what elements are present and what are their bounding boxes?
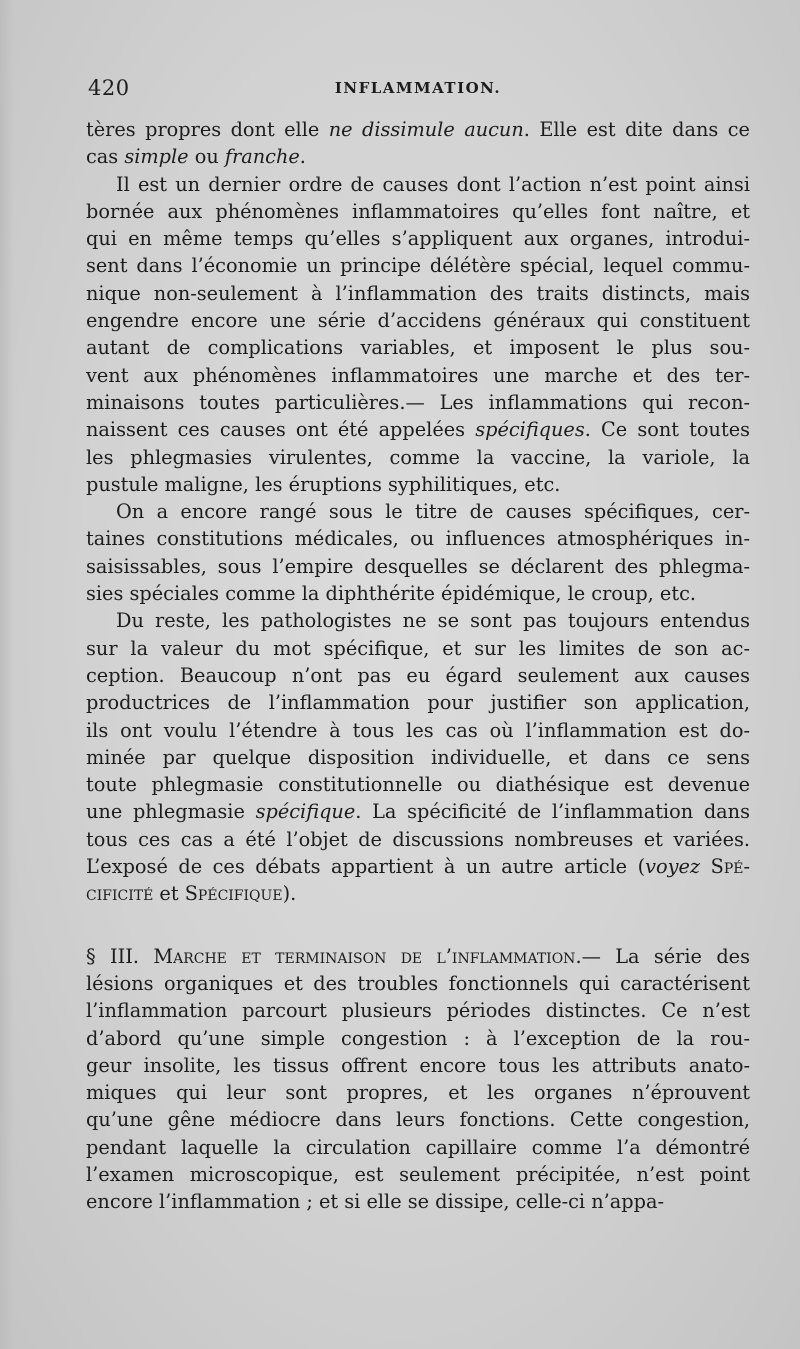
text-line: Il est un dernier ordre de causes dont l’action n’est point ainsi bbox=[116, 172, 750, 196]
text-line: qu’une gêne médiocre dans leurs fonctions. Cette congestion, bbox=[86, 1108, 750, 1132]
text-line: une phlegmasie spécifique. La spécificité de l’inflammation dans bbox=[86, 800, 750, 824]
text-line: d’abord qu’une simple congestion : à l’exception de la rou- bbox=[86, 1026, 750, 1050]
small-caps-term: Spécifique bbox=[184, 882, 283, 906]
section-gap bbox=[86, 908, 750, 943]
italic-term: franche bbox=[224, 145, 300, 169]
page-edge-shadow bbox=[0, 0, 14, 1349]
text-line: engendre encore une série d’accidens généraux qui constituent bbox=[86, 309, 750, 333]
text-line: cificité et Spécifique). bbox=[86, 882, 297, 906]
text-line: sur la valeur du mot spécifique, et sur les limites de son ac- bbox=[86, 636, 750, 660]
text-line: minée par quelque disposition individuelle, et dans ce sens bbox=[86, 745, 750, 769]
text-line: encore l’inflammation ; et si elle se dissipe, celle-ci n’appa- bbox=[86, 1190, 664, 1214]
text-line: geur insolite, les tissus offrent encore tous les attributs anato- bbox=[86, 1053, 750, 1077]
text-line: lésions organiques et des troubles fonctionnels qui caractérisent bbox=[86, 971, 750, 995]
text-line: § III. Marche et terminaison de l’inflammation.— La série des bbox=[86, 944, 750, 968]
text-line: sies spéciales comme la diphthérite épidémique, le croup, etc. bbox=[86, 582, 697, 606]
text-line: nique non-seulement à l’inflammation des traits distincts, mais bbox=[86, 281, 750, 305]
page-number: 420 bbox=[88, 76, 130, 100]
page-header bbox=[88, 76, 748, 108]
text-line: ils ont voulu l’étendre à tous les cas où l’inflammation est do- bbox=[86, 718, 750, 742]
text-line: naissent ces causes ont été appelées spécifiques. Ce sont toutes bbox=[86, 418, 750, 442]
text-line: bornée aux phénomènes inflammatoires qu’elles font naître, et bbox=[86, 199, 750, 223]
italic-term: spécifique bbox=[255, 800, 356, 824]
italic-term: simple bbox=[124, 145, 189, 169]
text-line: l’inflammation parcourt plusieurs périodes distinctes. Ce n’est bbox=[86, 999, 750, 1023]
text-line: saisissables, sous l’empire desquelles se déclarent des phlegma- bbox=[86, 554, 750, 578]
small-caps-term: cificité bbox=[86, 882, 154, 906]
text-line: tères propres dont elle ne dissimule aucun. Elle est dite dans ce bbox=[86, 118, 750, 141]
text-line: les phlegmasies virulentes, comme la vaccine, la variole, la bbox=[86, 445, 750, 469]
text-line: toute phlegmasie constitutionnelle ou diathésique est devenue bbox=[86, 773, 750, 797]
text-line: tous ces cas a été l’objet de discussions nombreuses et variées. bbox=[86, 827, 750, 851]
italic-term: spécifiques bbox=[475, 418, 585, 442]
text-line: taines constitutions médicales, ou influences atmosphériques in- bbox=[86, 527, 750, 551]
text-line: Du reste, les pathologistes ne se sont pas toujours entendus bbox=[116, 609, 750, 633]
body-text bbox=[86, 116, 750, 1216]
italic-term: ne dissimule aucun bbox=[328, 118, 524, 141]
text-line: sent dans l’économie un principe délétère spécial, lequel commu- bbox=[86, 254, 750, 278]
text-line: l’examen microscopique, est seulement précipitée, n’est point bbox=[86, 1162, 750, 1186]
text-line: productrices de l’inflammation pour justifier son application, bbox=[86, 691, 750, 715]
text-line: ception. Beaucoup n’ont pas eu égard seulement aux causes bbox=[86, 663, 750, 687]
small-caps-term: Marche et terminaison de l’inflammation bbox=[153, 944, 576, 968]
text-line: qui en même temps qu’elles s’appliquent aux organes, introdui- bbox=[86, 227, 750, 251]
text-line: On a encore rangé sous le titre de causes spécifiques, cer- bbox=[116, 500, 750, 524]
text-line: miques qui leur sont propres, et les organes n’éprouvent bbox=[86, 1081, 750, 1105]
small-caps-term: Spé- bbox=[710, 855, 750, 879]
text-line: autant de complications variables, et imposent le plus sou- bbox=[86, 336, 750, 360]
text-line: L’exposé de ces débats appartient à un autre article (voyez Spé- bbox=[86, 855, 750, 879]
text-line: vent aux phénomènes inflammatoires une marche et des ter- bbox=[86, 363, 750, 387]
text-line: pendant laquelle la circulation capillaire comme l’a démontré bbox=[86, 1135, 750, 1159]
text-line: pustule maligne, les éruptions syphilitiques, etc. bbox=[86, 472, 561, 496]
running-title: INFLAMMATION. bbox=[334, 79, 502, 97]
text-line: cas simple ou franche. bbox=[86, 145, 306, 169]
italic-term: voyez bbox=[645, 855, 701, 879]
text-line: minaisons toutes particulières.— Les inflammations qui recon- bbox=[86, 390, 750, 414]
